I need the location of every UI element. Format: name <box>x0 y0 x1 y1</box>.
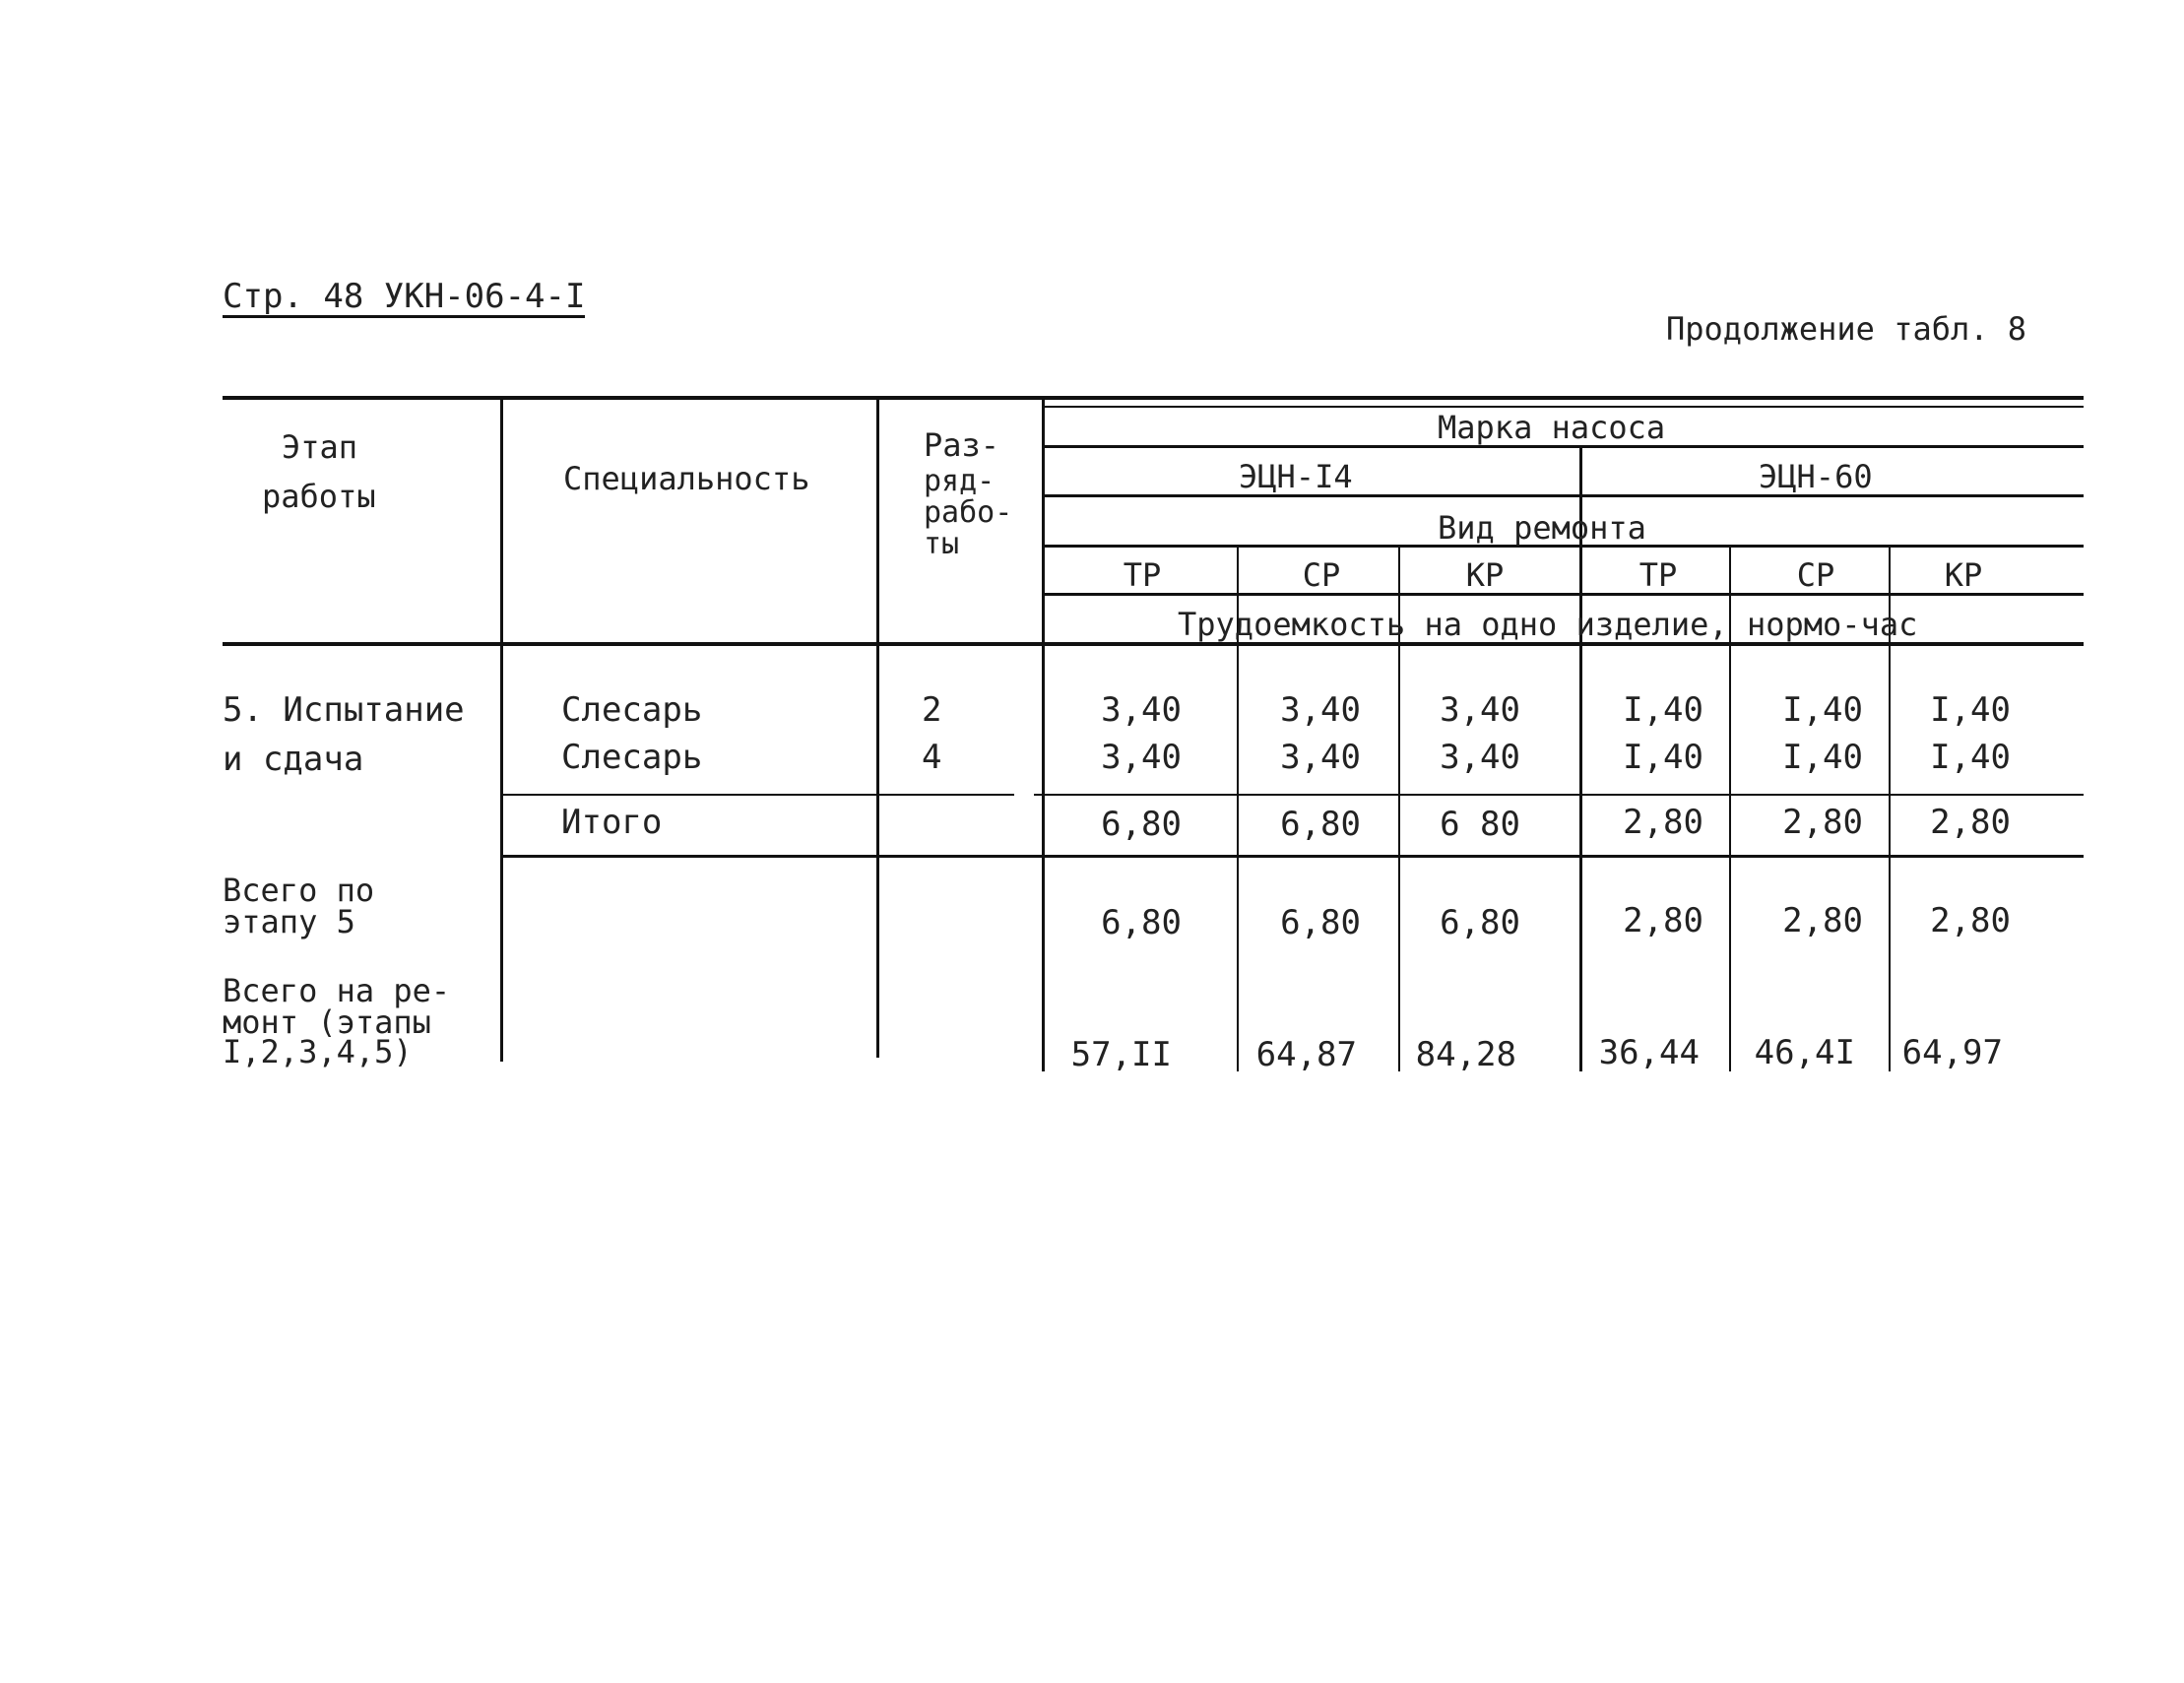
col-grade-line3: рабо- <box>924 495 1013 530</box>
row-value: 2,80 <box>1930 803 2011 842</box>
total-stage-label-line1: Всего по <box>223 872 375 909</box>
total-repair-label-line2: монт (этапы <box>223 1003 431 1041</box>
row-value: I,40 <box>1623 690 1703 730</box>
repair-type-header: Вид ремонта <box>1438 509 1646 547</box>
repair-col-6: КР <box>1944 556 1983 594</box>
row-value: I,40 <box>1782 738 1863 777</box>
row-value: 6,80 <box>1280 903 1361 942</box>
row-value: 3,40 <box>1101 690 1182 730</box>
row-specialty: Слесарь <box>561 690 703 730</box>
row-value: 64,97 <box>1901 1033 2003 1072</box>
stage5-label-line2: и сдача <box>223 740 364 779</box>
row-value: 3,40 <box>1101 738 1182 777</box>
row-value: 3,40 <box>1280 690 1361 730</box>
row-value: 3,40 <box>1440 738 1520 777</box>
col-grade-line2: ряд- <box>924 464 996 498</box>
total-repair-label-line1: Всего на ре- <box>223 972 451 1009</box>
row-value: I,40 <box>1623 738 1703 777</box>
row-value: 2,80 <box>1782 803 1863 842</box>
page-reference: Стр. 48 УКН-06-4-I <box>223 277 586 316</box>
table-continuation-label: Продолжение табл. 8 <box>1666 310 2027 348</box>
total-stage-label-line2: этапу 5 <box>223 903 355 940</box>
repair-col-3: КР <box>1465 556 1505 594</box>
repair-col-2: СР <box>1302 556 1341 594</box>
row-value: 46,4I <box>1754 1033 1855 1072</box>
row-value: 2,80 <box>1782 901 1863 940</box>
row-value: 6,80 <box>1101 805 1182 844</box>
pump-1-header: ЭЦН-I4 <box>1239 458 1353 495</box>
pump-brand-header: Марка насоса <box>1438 409 1666 446</box>
row-specialty: Слесарь <box>561 738 703 777</box>
row-value: 64,87 <box>1255 1035 1357 1074</box>
row-grade: 4 <box>922 738 942 777</box>
row-value: 6,80 <box>1101 903 1182 942</box>
row-grade: 2 <box>922 690 942 730</box>
row-value: 84,28 <box>1415 1035 1516 1074</box>
labor-header: Трудоемкость на одно изделие, нормо-час <box>1178 606 1918 643</box>
row-value: 57,II <box>1070 1035 1172 1074</box>
repair-col-1: ТР <box>1123 556 1162 594</box>
stage5-label-line1: 5. Испытание <box>223 690 465 730</box>
repair-col-5: СР <box>1796 556 1835 594</box>
row-value: I,40 <box>1930 738 2011 777</box>
row-value: 6,80 <box>1280 805 1361 844</box>
row-value: I,40 <box>1782 690 1863 730</box>
row-value: 3,40 <box>1280 738 1361 777</box>
row-value: I,40 <box>1930 690 2011 730</box>
row-value: 6,80 <box>1440 903 1520 942</box>
col-specialty: Специальность <box>563 460 810 497</box>
row-value: 2,80 <box>1623 803 1703 842</box>
col-grade-line1: Раз- <box>924 426 1000 464</box>
total-repair-label-line3: I,2,3,4,5) <box>223 1033 413 1070</box>
row-value: 6 80 <box>1440 805 1520 844</box>
col-grade-line4: ты <box>924 527 960 561</box>
row-value: 2,80 <box>1623 901 1703 940</box>
col-stage-line2: работы <box>262 478 376 515</box>
row-value: 3,40 <box>1440 690 1520 730</box>
row-value: 36,44 <box>1598 1033 1700 1072</box>
row-value: 2,80 <box>1930 901 2011 940</box>
itogo-label: Итого <box>561 803 663 842</box>
pump-2-header: ЭЦН-60 <box>1759 458 1873 495</box>
repair-col-4: ТР <box>1638 556 1678 594</box>
col-stage-line1: Этап <box>282 428 358 466</box>
